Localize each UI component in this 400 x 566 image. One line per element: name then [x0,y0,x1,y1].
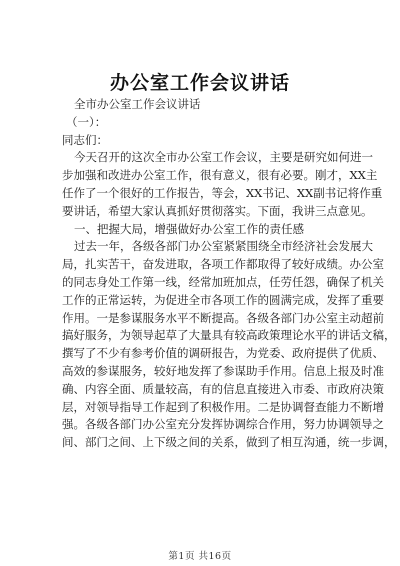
body-line: 强。各级各部门办公室充分发挥协调综合作用，努力协调领导之 [62,417,384,432]
document-body [62,96,396,452]
body-line: 要讲话，希望大家认真抓好贯彻落实。下面，我讲三点意见。 [62,203,373,218]
body-line: 工作的正常运转，为促进全市各项工作的圆满完成，发挥了重要 [62,292,384,307]
body-line: 搞好服务，为领导起草了大量具有较高政策理论水平的讲话文稿， [62,328,396,343]
body-line: 局，扎实苦干，奋发进取，各项工作都取得了较好成绩。办公室 [62,257,384,272]
body-line: 作用。一是参谋服务水平不断提高。各级各部门办公室主动超前 [62,310,384,325]
body-line: 层，对领导指导工作起到了积极作用。二是协调督查能力不断增 [62,399,384,414]
page-number: 第1页 共16页 [168,551,232,562]
body-line: 撰写了不少有参考价值的调研报告，为党委、政府提供了优质、 [62,346,384,361]
body-line: 高效的参谋服务，较好地发挥了参谋助手作用。信息上报及时准 [62,363,384,378]
body-line: 的同志身处工作第一线，经常加班加点，任劳任怨，确保了机关 [62,274,384,289]
body-line: 任作了一个很好的工作报告，等会，XX书记、XX副书记将作重 [62,185,383,200]
body-line: 同志们： [62,132,108,147]
body-line: 步加强和改进办公室工作，很有意义，很有必要。刚才，XX主 [62,168,378,183]
body-line: （一）： [66,114,107,129]
body-line: 全市办公室工作会议讲话 [74,97,201,111]
body-line: 确、内容全面、质量较高，有的信息直接进入市委、市政府决策 [62,381,384,396]
document-title: 办公室工作会议讲话 [109,72,290,94]
body-line: 过去一年，各级各部门办公室紧紧围绕全市经济社会发展大 [74,239,373,254]
body-line: 间、部门之间、上下级之间的关系，做到了相互沟通，统一步调， [62,435,396,450]
body-line: 一、把握大局，增强做好办公室工作的责任感 [74,221,304,236]
body-line: 今天召开的这次全市办公室工作会议，主要是研究如何进一 [74,150,373,165]
